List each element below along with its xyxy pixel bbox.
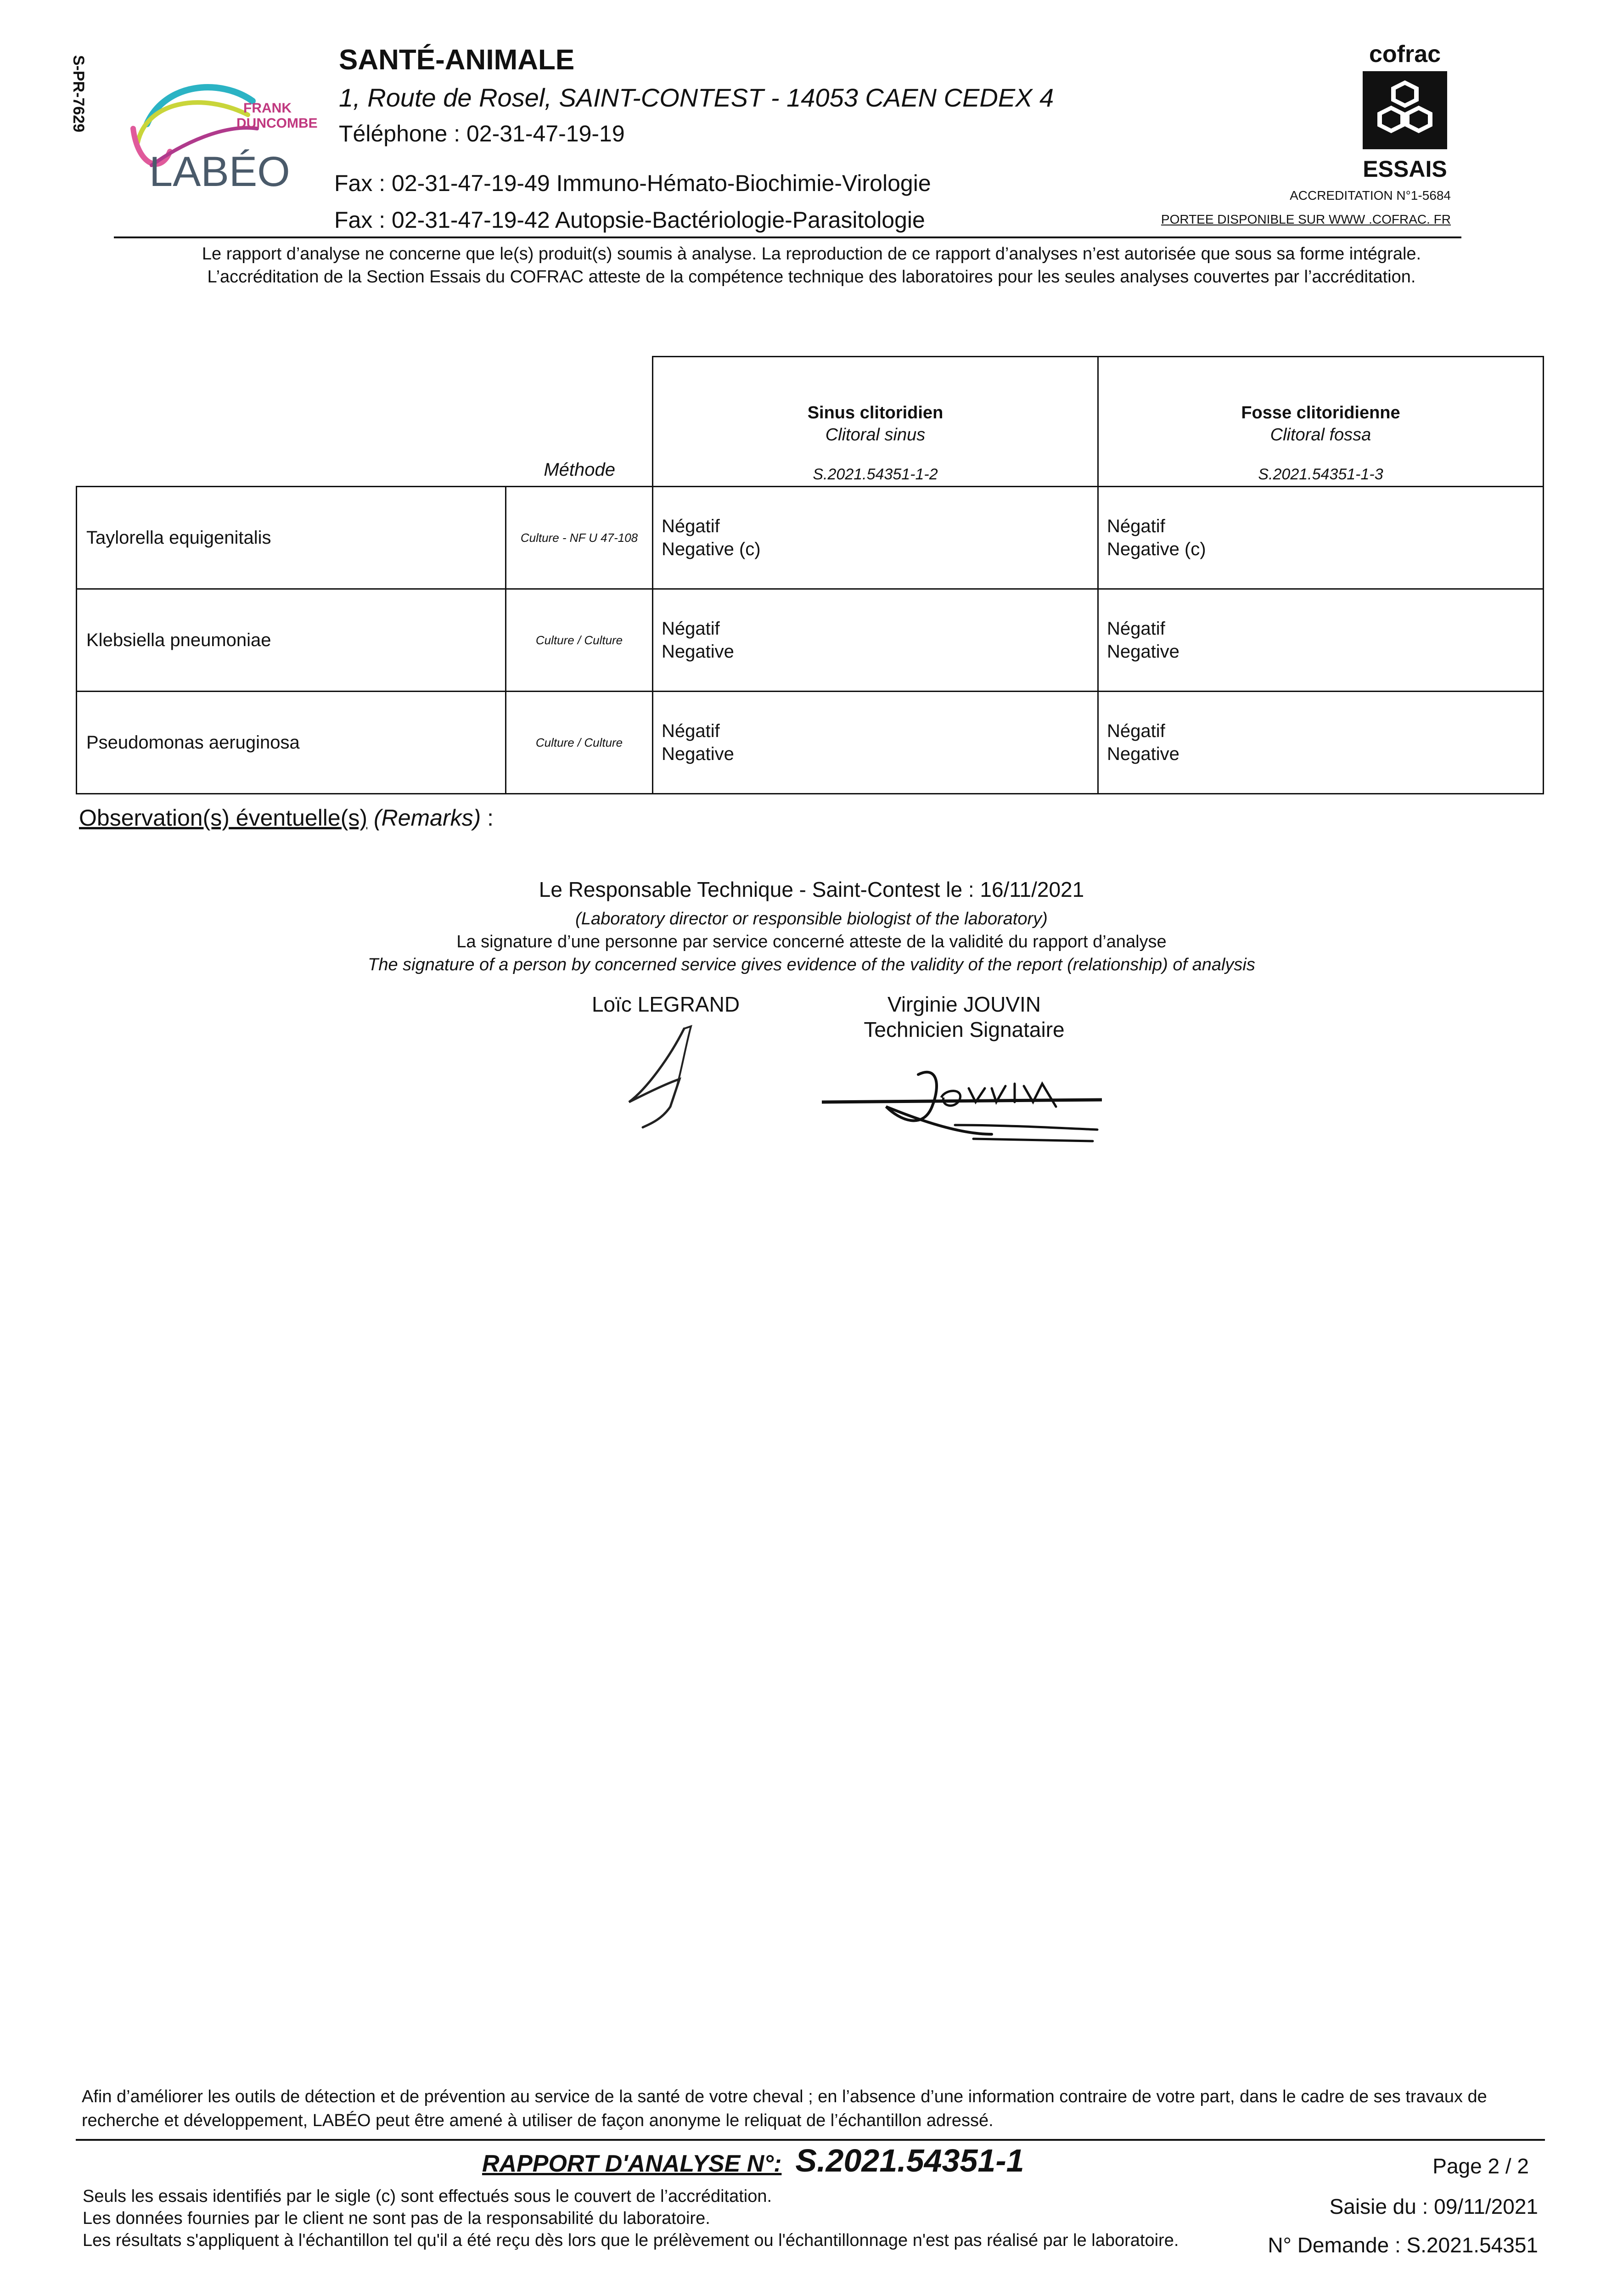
method-cell: Culture / Culture: [506, 589, 653, 692]
table-corner: [77, 357, 506, 487]
validity-fr: La signature d’une personne par service concerné atteste de la validité du rapport d’analyse: [456, 932, 1167, 951]
report-number-line: [482, 2142, 1024, 2179]
signature-legrand-icon: [615, 1015, 716, 1130]
footer-line-1: Seuls les essais identifiés par le sigle (c) sont effectués sous le couvert de l’accréditation.: [83, 2187, 772, 2206]
signer-2-name: Virginie JOUVIN: [887, 992, 1041, 1016]
result-en: Negative (c): [1107, 539, 1206, 559]
logo-labeo-text: LABÉO: [149, 148, 290, 193]
cofrac-text: cofrac: [1369, 44, 1441, 68]
result-cell: [1098, 589, 1544, 692]
germ-name: Taylorella equigenitalis: [77, 487, 506, 589]
cofrac-essais: ESSAIS: [1363, 156, 1447, 181]
responsible-line: Le Responsable Technique - Saint-Contest le : 16/11/2021: [539, 878, 1084, 901]
cofrac-logo: [1359, 44, 1451, 181]
result-fr: Négatif: [1107, 721, 1165, 741]
table-header-row: [77, 357, 1544, 487]
lab-role-line: (Laboratory director or responsible biologist of the laboratory): [575, 909, 1048, 929]
result-en: Negative: [662, 642, 734, 662]
result-cell: [653, 487, 1098, 589]
result-en: Negative: [1107, 744, 1179, 764]
result-cell: [1098, 487, 1544, 589]
request-number: N° Demande : S.2021.54351: [1268, 2233, 1538, 2257]
result-fr: Négatif: [1107, 516, 1165, 536]
result-fr: Négatif: [1107, 619, 1165, 639]
sample-id: S.2021.54351-1-2: [813, 466, 938, 483]
lab-telephone: Téléphone : 02-31-47-19-19: [339, 121, 625, 146]
report-label: RAPPORT D'ANALYSE N°:: [482, 2150, 782, 2177]
method-header: Méthode: [506, 357, 653, 487]
signer-1-name: Loïc LEGRAND: [591, 992, 740, 1016]
table-row: [77, 487, 1544, 589]
observations-suffix: :: [481, 805, 494, 831]
logo-frank: FRANK: [243, 101, 292, 116]
lab-fax-1: Fax : 02-31-47-19-49 Immuno-Hémato-Biochimie-Virologie: [334, 170, 931, 196]
document-code: S-PR-7629: [70, 55, 87, 133]
observations-label: Observation(s) éventuelle(s): [79, 805, 368, 831]
labeo-logo: [119, 73, 331, 193]
sample-id: S.2021.54351-1-3: [1258, 466, 1383, 483]
footer-line-3: Les résultats s'appliquent à l'échantillon tel qu'il a été reçu dès lors que le prélèvement ou l'échantillonnage n'est pas réalisé par le laboratoire.: [83, 2231, 1179, 2250]
method-cell: Culture / Culture: [506, 692, 653, 794]
validity-en: The signature of a person by concerned service gives evidence of the validity of the report (relationship) of analysis: [368, 955, 1255, 974]
result-fr: Négatif: [662, 721, 720, 741]
logo-duncombe: DUNCOMBE: [236, 116, 318, 131]
footer-line-2: Les données fournies par le client ne sont pas de la responsabilité du laboratoire.: [83, 2209, 710, 2228]
footer-note: Afin d’améliorer les outils de détection et de prévention au service de la santé de votre cheval ; en l’absence d’une information contraire de votre part, dans le cadre de ses travaux de recherche et développement, LABÉO peut être amené à utiliser de façon anonyme le reliquat de l’échantillon adressé.: [82, 2087, 1487, 2130]
column-name-fr: Sinus clitoridien: [807, 403, 943, 422]
result-en: Negative: [1107, 642, 1179, 662]
result-cell: [653, 692, 1098, 794]
result-fr: Négatif: [662, 516, 720, 536]
column-name-en: Clitoral fossa: [1270, 425, 1371, 445]
method-cell: Culture - NF U 47-108: [506, 487, 653, 589]
disclaimer-line-2: L’accréditation de la Section Essais du COFRAC atteste de la compétence technique des laboratoires pour les seules analyses couvertes par l’accréditation.: [207, 267, 1416, 287]
germ-name: Pseudomonas aeruginosa: [77, 692, 506, 794]
germ-name: Klebsiella pneumoniae: [77, 589, 506, 692]
lab-address: 1, Route de Rosel, SAINT-CONTEST - 14053 CAEN CEDEX 4: [339, 83, 1054, 112]
accreditation-number: ACCREDITATION N°1-5684: [1290, 188, 1451, 203]
column-name-fr: Fosse clitoridienne: [1241, 403, 1400, 422]
table-row: [77, 589, 1544, 692]
observations: [79, 805, 494, 831]
result-cell: [653, 589, 1098, 692]
column-name-en: Clitoral sinus: [825, 425, 926, 445]
disclaimer-line-1: Le rapport d’analyse ne concerne que le(s) produit(s) soumis à analyse. La reproduction de ce rapport d’analyses n’est autorisée que sous sa forme intégrale.: [202, 244, 1421, 264]
results-table: [76, 356, 1544, 794]
report-number: S.2021.54351-1: [795, 2143, 1024, 2178]
result-en: Negative (c): [662, 539, 761, 559]
observations-label-en: (Remarks): [373, 805, 481, 831]
lab-fax-2: Fax : 02-31-47-19-42 Autopsie-Bactériologie-Parasitologie: [334, 207, 925, 233]
footer-divider: [76, 2139, 1545, 2141]
lab-title: SANTÉ-ANIMALE: [339, 44, 575, 76]
result-cell: [1098, 692, 1544, 794]
signer-2-role: Technicien Signataire: [864, 1018, 1065, 1041]
signature-jouvin-icon: [817, 1056, 1102, 1148]
page-number: Page 2 / 2: [1432, 2154, 1529, 2178]
column-header-sinus: [653, 357, 1098, 487]
cofrac-link[interactable]: PORTEE DISPONIBLE SUR WWW .COFRAC. FR: [1161, 212, 1451, 226]
table-row: [77, 692, 1544, 794]
header-divider: [114, 236, 1461, 238]
result-fr: Négatif: [662, 619, 720, 639]
column-header-fosse: [1098, 357, 1544, 487]
disclaimer: [78, 242, 1545, 288]
result-en: Negative: [662, 744, 734, 764]
entry-date: Saisie du : 09/11/2021: [1329, 2195, 1538, 2218]
